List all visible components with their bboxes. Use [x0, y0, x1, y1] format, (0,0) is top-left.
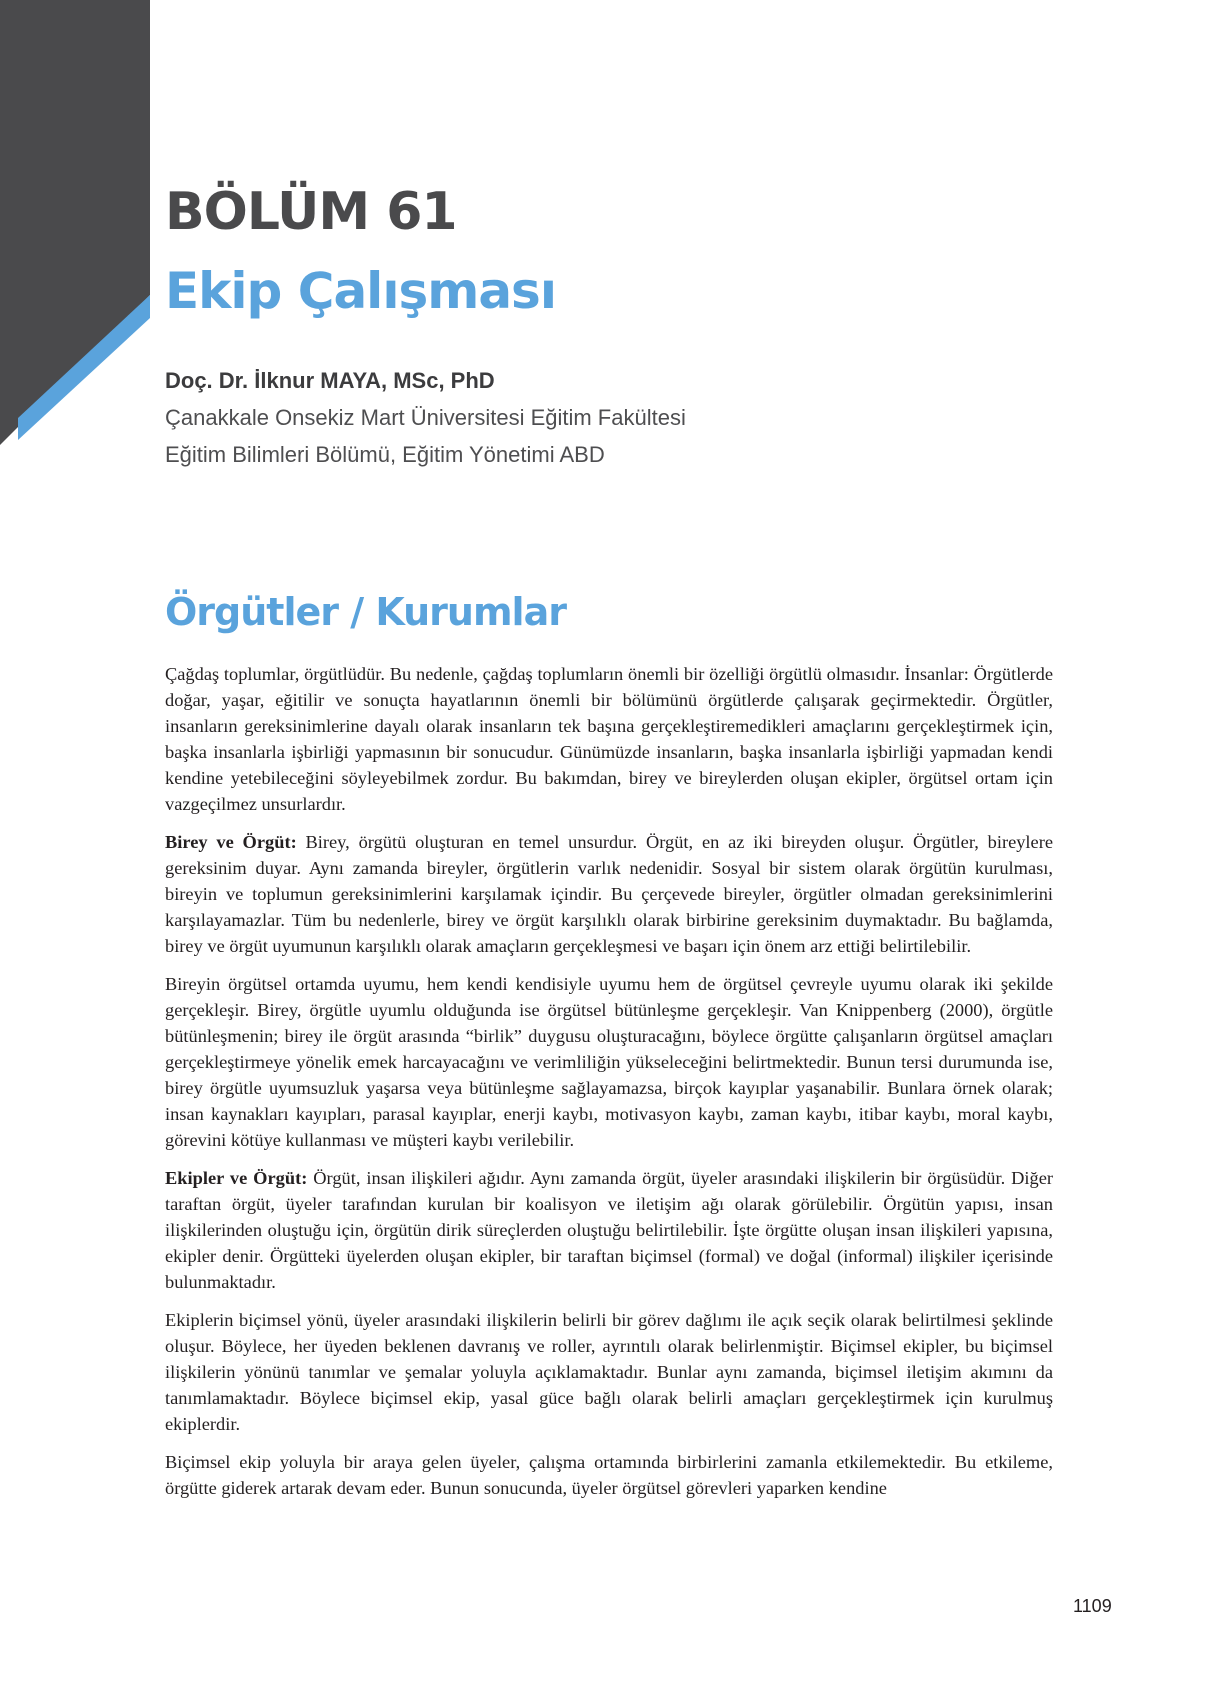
- section-title: Örgütler / Kurumlar: [165, 590, 566, 634]
- author-name: Doç. Dr. İlknur MAYA, MSc, PhD: [165, 368, 495, 393]
- paragraph-4: [165, 1165, 1053, 1295]
- affiliation-line-1: Çanakkale Onsekiz Mart Üniversitesi Eğitim Fakültesi: [165, 405, 686, 430]
- paragraph-4-lead: Ekipler ve Örgüt:: [165, 1168, 308, 1188]
- paragraph-3: Bireyin örgütsel ortamda uyumu, hem kendi kendisiyle uyumu hem de örgütsel çevreyle uyumu olarak iki şekilde gerçekleşir. Birey, örgütle uyumlu olduğunda ise örgütsel bütünleşme gerçekleşir. Van Knippenberg (2000), örgütle bütünleşmenin; birey ile örgüt arasında “birlik” duygusu oluşturacağını, böylece örgütte çalışanların örgütsel amaçları gerçekleştirmeye yönelik emek harcayacağını ve verimliliğin yükseleceğini belirtmektedir. Bunun tersi durumunda ise, birey örgütle uyumsuzluk yaşarsa veya bütünleşme sağlayamazsa, birçok kayıplar yaşanabilir. Bunlara örnek olarak; insan kaynakları kayıpları, parasal kayıplar, enerji kaybı, motivasyon kaybı, zaman kaybı, itibar kaybı, moral kaybı, görevini kötüye kullanması ve müşteri kaybı verilebilir.: [165, 974, 1053, 1150]
- paragraph-6: Biçimsel ekip yoluyla bir araya gelen üyeler, çalışma ortamında birbirlerini zamanla etkilemektedir. Bu etkileme, örgütte giderek artarak devam eder. Bunun sonucunda, üyeler örgütsel görevleri yaparken kendine: [165, 1452, 1053, 1498]
- paragraph-2-body: Birey, örgütü oluşturan en temel unsurdur. Örgüt, en az iki bireyden oluşur. Örgütler, bireylere gereksinim duyar. Aynı zamanda bireyler, örgütlerin varlık nedenidir. Sosyal bir sistem olarak örgütün kurulması, bireyin ve toplumun gereksinimlerini karşılamak içindir. Bu çerçevede bireyler, örgütler olmadan gereksinimlerini karşılayamazlar. Tüm bu nedenlerle, birey ve örgüt karşılıklı olarak birbirine gereksinim duymaktadır. Bu bağlamda, birey ve örgüt uyumunun karşılıklı olarak amaçların gerçekleşmesi ve başarı için önem arz ettiği belirtilebilir.: [165, 832, 1053, 956]
- paragraph-1: Çağdaş toplumlar, örgütlüdür. Bu nedenle, çağdaş toplumların önemli bir özelliği örgütlü olmasıdır. İnsanlar: Örgütlerde doğar, yaşar, eğitilir ve sonuçta hayatlarının önemli bir bölümünü örgütlerde çalışarak geçirmektedir. Örgütler, insanların gereksinimlerine dayalı olarak insanların tek başına gerçekleştiremedikleri amaçlarını gerçekleştirmek için, başka insanlarla işbirliği yapmasının bir sonucudur. Günümüzde insanların, başka insanlarla işbirliği yapmadan kendi kendine yetebileceğini söyleyebilmek zordur. Bu bakımdan, birey ve bireylerden oluşan ekipler, örgütsel ortam için vazgeçilmez unsurlardır.: [165, 664, 1053, 814]
- body-text: [165, 661, 1053, 1513]
- paragraph-2-lead: Birey ve Örgüt:: [165, 832, 297, 852]
- affiliation-line-2: Eğitim Bilimleri Bölümü, Eğitim Yönetimi ABD: [165, 442, 605, 467]
- page-number: 1109: [1073, 1596, 1112, 1616]
- paragraph-5: Ekiplerin biçimsel yönü, üyeler arasındaki ilişkilerin belirli bir görev dağlımı ile açık seçik olarak belirtilmesi şeklinde oluşur. Böylece, her üyeden beklenen davranış ve roller, ayrıntılı olarak belirlenmiştir. Biçimsel ekipler, bu biçimsel ilişkilerin yönünü tanımlar ve şemalar yoluyla açıklamaktadır. Bunlar aynı zamanda, biçimsel iletişim akımını da tanımlamaktadır. Böylece biçimsel ekip, yasal güce bağlı olarak belirli amaçları gerçekleştirmek için kurulmuş ekiplerdir.: [165, 1310, 1053, 1434]
- paragraph-2: [165, 829, 1053, 959]
- chapter-number: BÖLÜM 61: [165, 182, 457, 242]
- chapter-title: Ekip Çalışması: [165, 262, 556, 320]
- paragraph-4-body: Örgüt, insan ilişkileri ağıdır. Aynı zamanda örgüt, üyeler arasındaki ilişkilerin bir örgüsüdür. Diğer taraftan örgüt, üyeler tarafından kurulan bir koalisyon ve iletişim ağı olarak görülebilir. Örgütün yapısı, insan ilişkilerinden oluştuğu için, örgütün dirik süreçlerden oluştuğu belirtilebilir. İşte örgütte oluşan insan ilişkileri yapısına, ekipler denir. Örgütteki üyelerden oluşan ekipler, bir taraftan biçimsel (formal) ve doğal (informal) ilişkiler içerisinde bulunmaktadır.: [165, 1168, 1053, 1292]
